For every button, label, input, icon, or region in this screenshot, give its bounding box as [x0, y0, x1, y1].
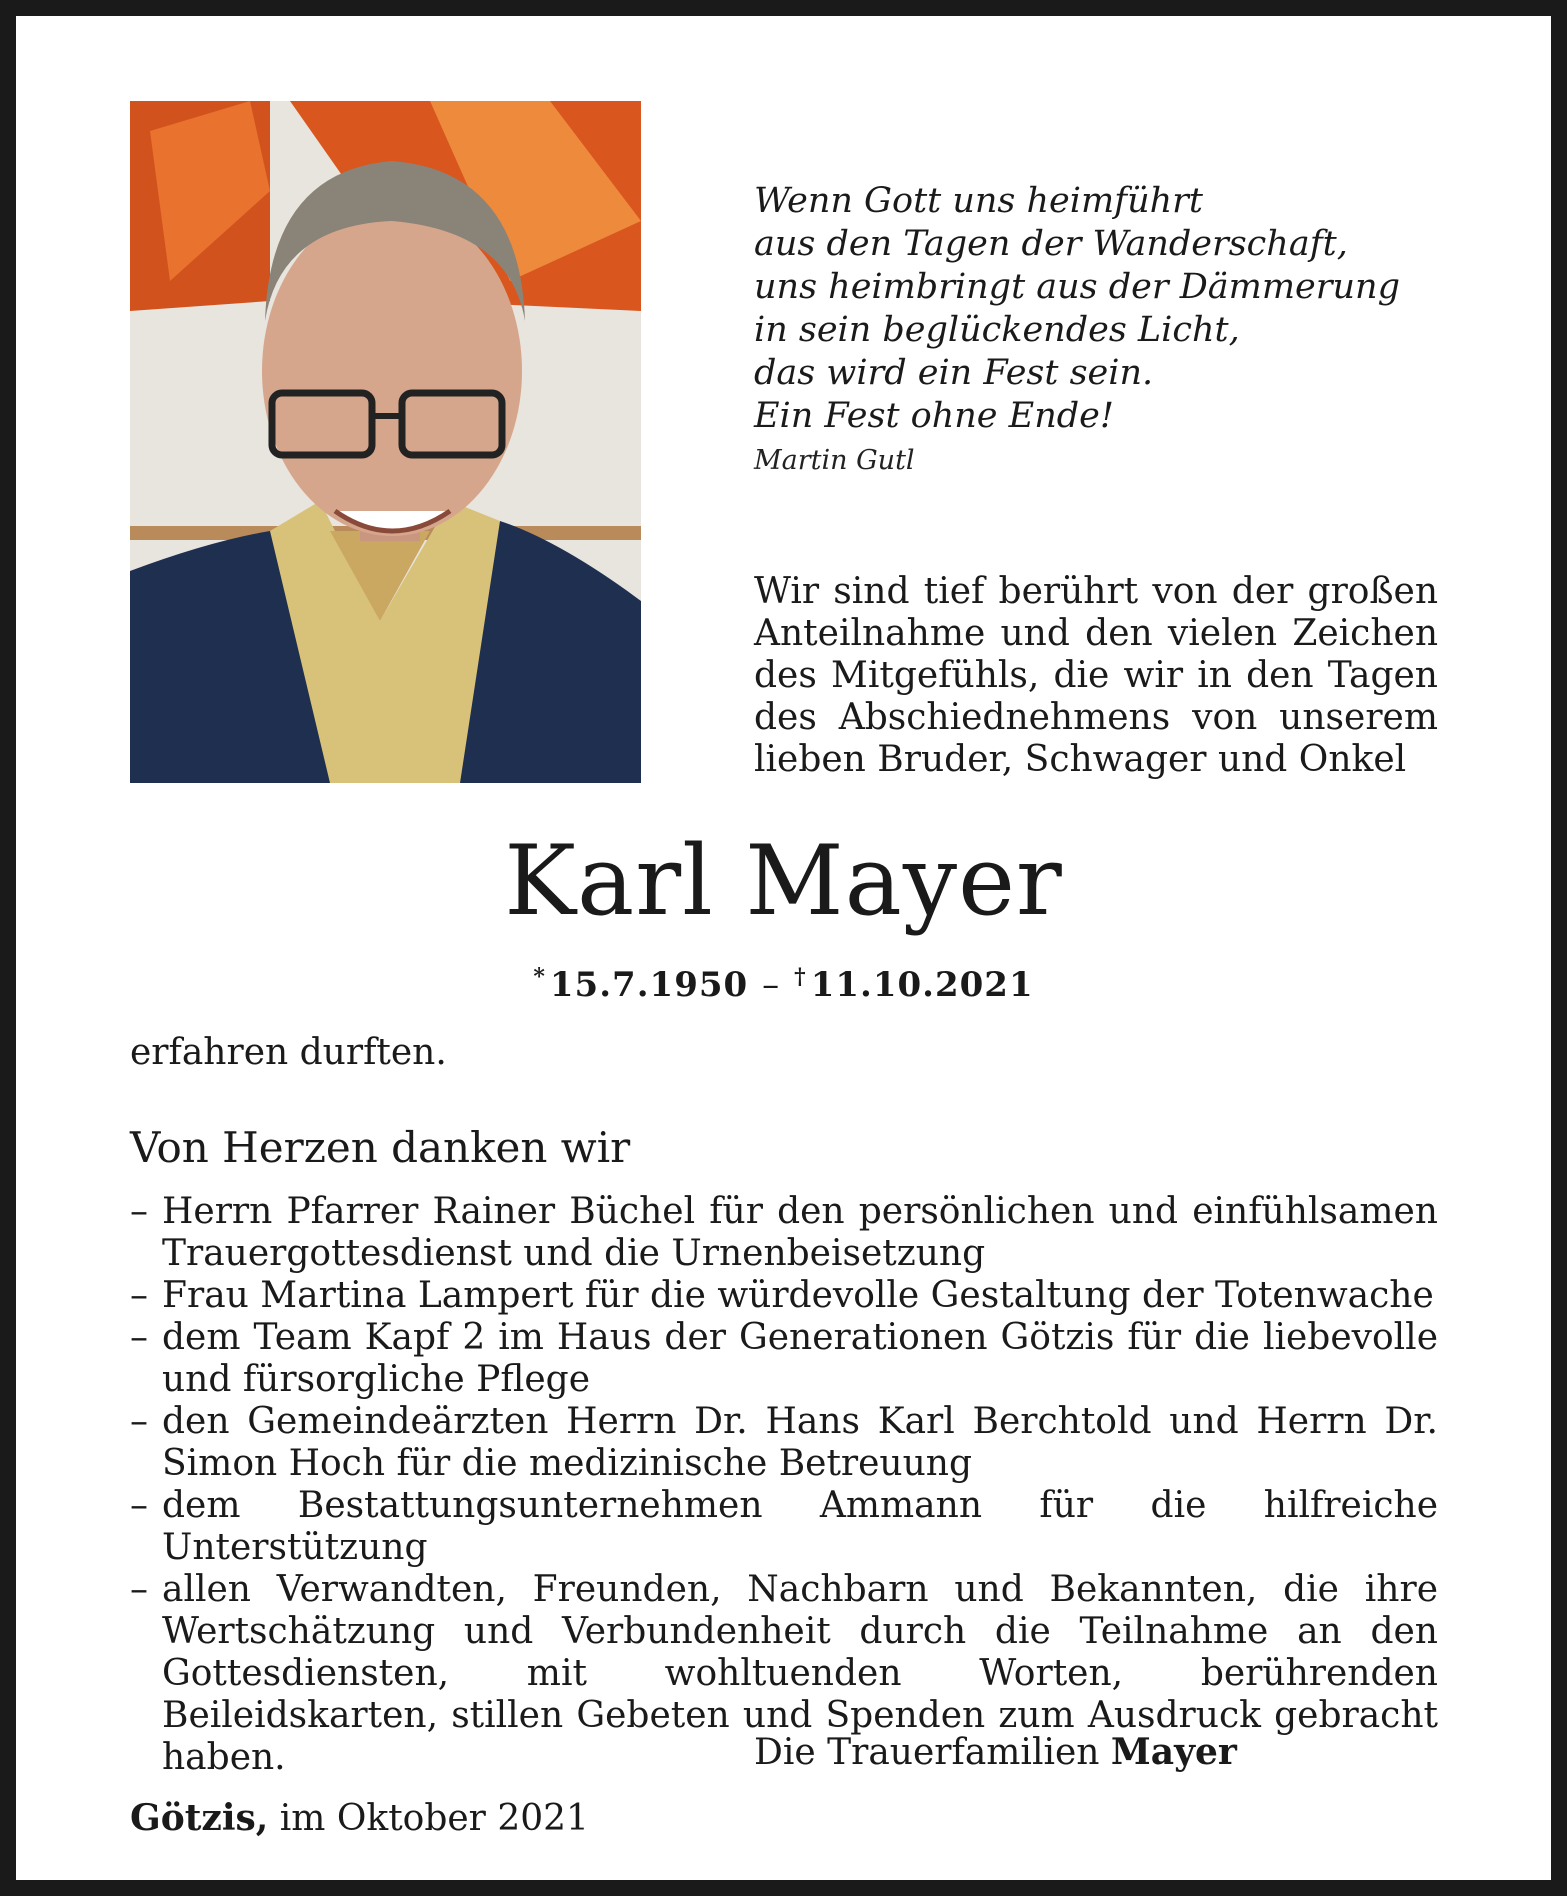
place-date [130, 1796, 589, 1841]
deceased-name: Karl Mayer [504, 825, 1063, 937]
intro-paragraph: Wir sind tief berührt von der großen Anteilnahme und den vielen Zeichen des Mitgefühls, die wir in den Tagen des Abschiednehmens von unserem lieben Bruder, Schwager und Onkel [754, 571, 1438, 780]
signature-prefix: Die Trauerfamilien [754, 1732, 1100, 1773]
thanks-list [130, 1191, 1438, 1779]
date: im Oktober 2021 [279, 1798, 589, 1839]
poem-line: Wenn Gott uns heimführt [754, 181, 1203, 221]
poem-line: das wird ein Fest sein. [754, 353, 1154, 393]
poem-line: Ein Fest ohne Ende! [754, 396, 1114, 436]
poem-line: aus den Tagen der Wanderschaft, [754, 224, 1348, 264]
portrait-photo [130, 101, 641, 783]
thanks-heading: Von Herzen danken wir [130, 1123, 631, 1172]
poem-line: in sein beglückendes Licht, [754, 310, 1240, 350]
place: Götzis, [130, 1797, 269, 1839]
life-dates [0, 955, 1567, 1007]
birth-symbol: * [533, 964, 546, 990]
date-separator: – [762, 965, 781, 1005]
list-item: – dem Bestattungsunternehmen Ammann für die hilfreiche Unterstützung [130, 1485, 1438, 1569]
poem-author: Martin Gutl [754, 445, 915, 476]
death-date: 11.10.2021 [810, 965, 1034, 1005]
list-item: – Herrn Pfarrer Rainer Büchel für den persönlichen und einfühlsamen Trauergottesdienst und die Urnenbeisetzung [130, 1191, 1438, 1275]
poem-line: uns heimbringt aus der Dämmerung [754, 267, 1400, 307]
list-item: – allen Verwandten, Freunden, Nachbarn und Bekannten, die ihre Wertschätzung und Verbundenheit durch die Teilnahme an den Gottesdiensten, mit wohltuenden Worten, berührenden Beileidskarten, stillen Gebeten und Spenden zum Ausdruck gebracht haben. [130, 1569, 1438, 1779]
poem [754, 180, 1400, 438]
list-item: – dem Team Kapf 2 im Haus der Generationen Götzis für die liebevolle und fürsorgliche Pflege [130, 1317, 1438, 1401]
signature [754, 1730, 1237, 1775]
list-item: – den Gemeindeärzten Herrn Dr. Hans Karl Berchtold und Herrn Dr. Simon Hoch für die medizinische Betreuung [130, 1401, 1438, 1485]
death-symbol: † [794, 964, 807, 990]
continuation-text: erfahren durften. [130, 1032, 447, 1073]
list-item: – Frau Martina Lampert für die würdevolle Gestaltung der Totenwache [130, 1275, 1438, 1317]
birth-date: 15.7.1950 [549, 965, 749, 1005]
signature-family: Mayer [1110, 1731, 1237, 1773]
